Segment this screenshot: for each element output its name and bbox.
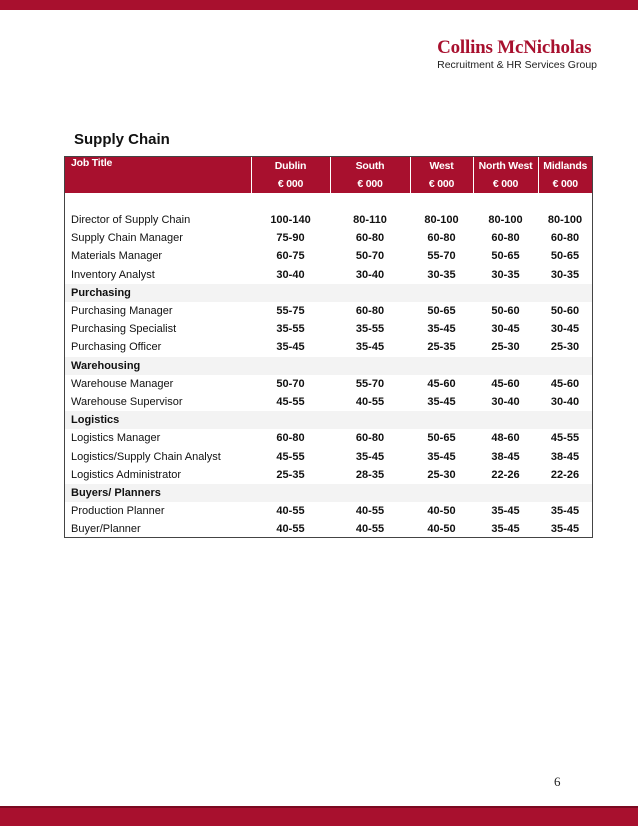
salary-range-cell: 45-55 xyxy=(550,432,580,445)
job-title-cell: Purchasing Specialist xyxy=(71,323,177,336)
salary-range-cell: 50-65 xyxy=(491,250,520,263)
salary-range-cell: 22-26 xyxy=(491,468,520,481)
salary-range-cell: 80-100 xyxy=(424,214,459,227)
salary-range-cell: 35-45 xyxy=(427,323,456,336)
header-west: West xyxy=(410,157,473,175)
salary-range-cell: 30-40 xyxy=(491,395,520,408)
job-title-cell: Inventory Analyst xyxy=(71,268,155,281)
salary-range-cell: 35-45 xyxy=(427,395,456,408)
table-group-row xyxy=(65,484,592,502)
salary-range-cell: 60-80 xyxy=(427,232,456,245)
job-title-cell: Production Planner xyxy=(71,505,165,518)
table-row xyxy=(65,502,592,520)
top-brand-bar xyxy=(0,0,638,10)
salary-range-cell: 35-45 xyxy=(355,450,385,463)
salary-range-cell: 50-70 xyxy=(276,377,305,390)
salary-range-cell: 40-55 xyxy=(276,505,305,518)
job-title-cell: Purchasing Manager xyxy=(71,305,173,318)
salary-range-cell: 55-75 xyxy=(276,305,305,318)
job-title-cell: Logistics Manager xyxy=(71,432,161,445)
table-row xyxy=(65,393,592,411)
table-row xyxy=(65,429,592,447)
salary-range-cell: 25-35 xyxy=(427,341,456,354)
salary-range-cell: 35-45 xyxy=(355,341,385,354)
header-dublin: Dublin xyxy=(251,157,330,175)
salary-range-cell: 25-30 xyxy=(427,468,456,481)
salary-range-cell: 75-90 xyxy=(276,232,305,245)
table-header-row xyxy=(65,157,592,175)
salary-range-cell: 35-55 xyxy=(355,323,385,336)
salary-range-cell: 60-80 xyxy=(355,305,385,318)
salary-range-cell: 60-80 xyxy=(550,232,580,245)
salary-range-cell: 45-60 xyxy=(550,377,580,390)
salary-range-cell: 35-55 xyxy=(276,323,305,336)
bottom-brand-bar xyxy=(0,806,638,826)
salary-range-cell: 30-45 xyxy=(491,323,520,336)
salary-range-cell: 60-80 xyxy=(355,232,385,245)
header-midlands: Midlands xyxy=(538,157,592,175)
job-title-cell: Purchasing Officer xyxy=(71,341,162,354)
salary-range-cell: 30-40 xyxy=(276,268,305,281)
salary-range-cell: 60-80 xyxy=(491,232,520,245)
salary-range-cell: 35-45 xyxy=(491,523,520,536)
salary-range-cell: 50-60 xyxy=(550,305,580,318)
job-title-cell: Supply Chain Manager xyxy=(71,232,183,245)
salary-range-cell: 40-50 xyxy=(427,523,456,536)
salary-range-cell: 30-35 xyxy=(550,268,580,281)
salary-range-cell: 60-75 xyxy=(276,250,305,263)
salary-range-cell: 30-35 xyxy=(491,268,520,281)
group-label: Purchasing xyxy=(65,284,592,302)
salary-range-cell: 40-55 xyxy=(355,505,385,518)
salary-range-cell: 30-35 xyxy=(427,268,456,281)
job-title-cell: Warehouse Manager xyxy=(71,377,174,390)
salary-range-cell: 35-45 xyxy=(276,341,305,354)
salary-range-cell: 45-55 xyxy=(276,395,305,408)
salary-range-cell: 50-70 xyxy=(355,250,385,263)
salary-range-cell: 30-40 xyxy=(355,268,385,281)
table-row xyxy=(65,266,592,284)
table-row xyxy=(65,338,592,356)
salary-range-cell: 40-55 xyxy=(276,523,305,536)
salary-range-cell: 45-60 xyxy=(491,377,520,390)
salary-range-cell: 60-80 xyxy=(276,432,305,445)
group-label: Warehousing xyxy=(65,357,592,375)
table-row xyxy=(65,229,592,247)
salary-range-cell: 22-26 xyxy=(550,468,580,481)
table-row xyxy=(65,211,592,229)
salary-range-cell: 55-70 xyxy=(427,250,456,263)
salary-range-cell: 60-80 xyxy=(355,432,385,445)
salary-range-cell: 48-60 xyxy=(491,432,520,445)
salary-range-cell: 40-55 xyxy=(355,523,385,536)
logo-name: Collins McNicholas xyxy=(437,37,592,58)
header-south: South xyxy=(330,157,410,175)
table-group-row xyxy=(65,357,592,375)
job-title-cell: Director of Supply Chain xyxy=(71,214,191,227)
salary-range-cell: 35-45 xyxy=(427,450,456,463)
salary-range-cell: 30-40 xyxy=(550,395,580,408)
header-job-title: Job Title xyxy=(65,157,251,193)
header-unit-south: € 000 xyxy=(330,175,410,193)
salary-range-cell: 25-30 xyxy=(550,341,580,354)
salary-range-cell: 50-65 xyxy=(427,432,456,445)
group-label: Buyers/ Planners xyxy=(65,484,592,502)
salary-range-cell: 100-140 xyxy=(270,214,311,227)
salary-range-cell: 50-60 xyxy=(491,305,520,318)
salary-range-cell: 30-45 xyxy=(550,323,580,336)
salary-range-cell: 35-45 xyxy=(491,505,520,518)
table-row xyxy=(65,520,592,538)
table-row xyxy=(65,375,592,393)
salary-range-cell: 25-30 xyxy=(491,341,520,354)
salary-range-cell: 45-55 xyxy=(276,450,305,463)
group-label: Logistics xyxy=(65,411,592,429)
table-group-row xyxy=(65,284,592,302)
job-title-cell: Materials Manager xyxy=(71,250,163,263)
header-unit-dublin: € 000 xyxy=(251,175,330,193)
salary-range-cell: 50-65 xyxy=(427,305,456,318)
salary-range-cell: 40-50 xyxy=(427,505,456,518)
salary-range-cell: 35-45 xyxy=(550,505,580,518)
table-row xyxy=(65,302,592,320)
salary-range-cell: 25-35 xyxy=(276,468,305,481)
header-unit-north-west: € 000 xyxy=(473,175,538,193)
job-title-cell: Warehouse Supervisor xyxy=(71,395,183,408)
salary-table xyxy=(65,157,592,538)
table-spacer-row xyxy=(65,193,592,211)
section-title: Supply Chain xyxy=(74,131,170,148)
salary-range-cell: 80-100 xyxy=(488,214,523,227)
table-body xyxy=(65,193,592,538)
table-row xyxy=(65,447,592,465)
salary-range-cell: 35-45 xyxy=(550,523,580,536)
page-number: 6 xyxy=(554,774,561,789)
table-row xyxy=(65,247,592,265)
table-row xyxy=(65,320,592,338)
salary-range-cell: 80-110 xyxy=(353,214,387,227)
header-north-west: North West xyxy=(473,157,538,175)
salary-range-cell: 45-60 xyxy=(427,377,456,390)
salary-range-cell: 50-65 xyxy=(550,250,580,263)
header-unit-midlands: € 000 xyxy=(538,175,592,193)
table-group-row xyxy=(65,411,592,429)
company-logo xyxy=(437,38,597,71)
salary-range-cell: 38-45 xyxy=(550,450,580,463)
salary-range-cell: 55-70 xyxy=(355,377,385,390)
salary-range-cell: 38-45 xyxy=(491,450,520,463)
job-title-cell: Logistics/Supply Chain Analyst xyxy=(71,450,221,463)
table-row xyxy=(65,466,592,484)
logo-tagline: Recruitment & HR Services Group xyxy=(437,59,597,71)
salary-range-cell: 80-100 xyxy=(547,214,583,227)
salary-table-container xyxy=(64,156,593,538)
salary-range-cell: 40-55 xyxy=(355,395,385,408)
salary-range-cell: 28-35 xyxy=(355,468,385,481)
header-unit-west: € 000 xyxy=(410,175,473,193)
job-title-cell: Logistics Administrator xyxy=(71,468,182,481)
job-title-cell: Buyer/Planner xyxy=(71,523,141,536)
